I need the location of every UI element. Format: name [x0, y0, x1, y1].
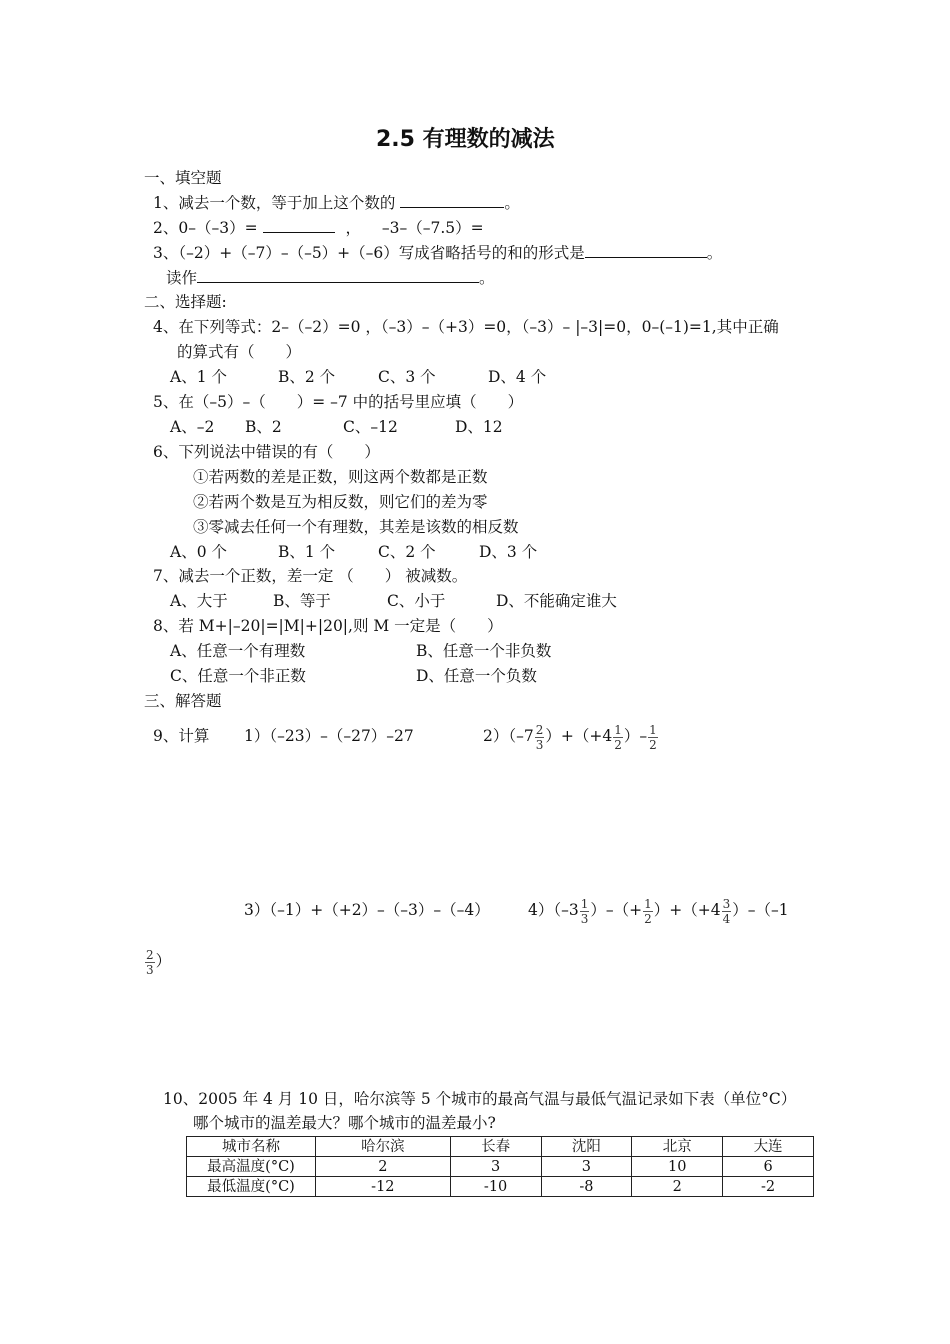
fraction — [145, 948, 155, 977]
question-2a: 2、0–（–3）= — [153, 219, 258, 237]
question-7-option-d[interactable]: D、不能确定谁大 — [496, 592, 617, 610]
question-5-option-a[interactable]: A、–2 — [170, 418, 215, 436]
table-cell: -8 — [541, 1177, 632, 1197]
denominator: 3 — [580, 911, 589, 926]
question-9-part-1: 1）（–23）–（–27）–27 — [244, 727, 414, 745]
question-7-option-b[interactable]: B、等于 — [273, 592, 331, 610]
numerator: 3 — [722, 896, 731, 911]
denominator: 2 — [614, 737, 622, 752]
table-cell: 3 — [450, 1157, 541, 1177]
fraction — [535, 723, 545, 752]
question-6: 6、下列说法中错误的有（ ） — [153, 443, 380, 461]
question-5-option-c[interactable]: C、–12 — [343, 418, 398, 436]
q9-4-seg-e: ） — [155, 952, 172, 970]
answer-blank-3a[interactable] — [585, 243, 707, 258]
question-3-end: 。 — [706, 244, 723, 262]
q9-2-seg-b: ）+（+4 — [545, 727, 613, 745]
question-8-option-a[interactable]: A、任意一个有理数 — [170, 642, 306, 660]
table-cell: 6 — [723, 1157, 814, 1177]
question-1-text: 1、减去一个数，等于加上这个数的 — [153, 194, 396, 212]
table-header-cell: 大连 — [723, 1137, 814, 1157]
section-answer: 三、解答题 — [144, 692, 222, 710]
question-6-statement-2: ②若两个数是互为相反数，则它们的差为零 — [193, 493, 488, 511]
table-header-cell: 沈阳 — [541, 1137, 632, 1157]
question-6-option-b[interactable]: B、1 个 — [278, 543, 336, 561]
table-row — [187, 1157, 814, 1177]
question-8-option-c[interactable]: C、任意一个非正数 — [170, 667, 306, 685]
fraction — [648, 723, 658, 752]
table-cell: -10 — [450, 1177, 541, 1197]
denominator: 2 — [644, 911, 652, 926]
question-9-label: 9、计算 — [153, 727, 210, 745]
question-9-part-3: 3）（–1）+（+2）–（–3）–（–4） — [244, 901, 490, 919]
answer-blank-2a[interactable] — [263, 218, 335, 233]
q9-2-seg-c: ）– — [623, 727, 648, 745]
question-6-statement-3: ③零减去任何一个有理数，其差是该数的相反数 — [193, 518, 519, 536]
table-cell: -2 — [723, 1177, 814, 1197]
question-9-part-4 — [528, 890, 789, 930]
question-7-option-c[interactable]: C、小于 — [387, 592, 446, 610]
question-4-option-d[interactable]: D、4 个 — [488, 368, 547, 386]
question-4-option-a[interactable]: A、1 个 — [170, 368, 227, 386]
question-9-part-4-wrap — [144, 941, 171, 981]
question-4-option-b[interactable]: B、2 个 — [278, 368, 336, 386]
table-cell: 2 — [632, 1177, 723, 1197]
question-4: 4、在下列等式：2–（–2）=0 ，（–3）–（+3）=0，（–3）– |–3|=0，0–(–1)=1,其中正确 — [153, 318, 779, 336]
answer-blank-1[interactable] — [400, 193, 504, 208]
question-9-part-2 — [483, 716, 659, 756]
numerator: 1 — [580, 896, 589, 911]
question-4-option-c[interactable]: C、3 个 — [378, 368, 436, 386]
table-cell: -12 — [316, 1177, 451, 1197]
q9-2-seg-a: 2）（–7 — [483, 727, 534, 745]
fraction — [722, 897, 732, 926]
table-cell: 2 — [316, 1157, 451, 1177]
question-2c: –3–（–7.5）= — [381, 219, 484, 237]
table-cell: 最低温度(°C) — [187, 1177, 316, 1197]
question-2-sep: ， — [345, 219, 361, 237]
section-fill-in: 一、填空题 — [144, 169, 222, 187]
table-header-cell: 北京 — [632, 1137, 723, 1157]
question-10-cont: 哪个城市的温差最大？哪个城市的温差最小? — [193, 1114, 496, 1132]
question-2 — [153, 218, 484, 238]
numerator: 2 — [146, 947, 154, 962]
temperature-table — [186, 1136, 814, 1197]
question-5-option-b[interactable]: B、2 — [245, 418, 282, 436]
q9-4-seg-b: ）–（+ — [590, 901, 643, 919]
table-cell: 最高温度(°C) — [187, 1157, 316, 1177]
denominator: 3 — [146, 962, 154, 977]
q9-4-seg-c: ）+（+4 — [653, 901, 721, 919]
numerator: 2 — [535, 722, 544, 737]
q9-4-seg-d: ）–（–1 — [732, 901, 789, 919]
fraction — [580, 897, 590, 926]
question-7: 7、减去一个正数，差一定 （ ） 被减数。 — [153, 567, 468, 585]
table-cell: 3 — [541, 1157, 632, 1177]
q9-4-seg-a: 4）（–3 — [528, 901, 579, 919]
denominator: 3 — [535, 737, 544, 752]
question-5-option-d[interactable]: D、12 — [455, 418, 503, 436]
question-3-read — [166, 268, 495, 288]
question-3 — [153, 243, 722, 263]
question-5: 5、在（–5）–（ ）= –7 中的括号里应填（ ） — [153, 393, 524, 411]
question-8-option-d[interactable]: D、任意一个负数 — [416, 667, 537, 685]
numerator: 1 — [644, 896, 652, 911]
table-row — [187, 1177, 814, 1197]
question-6-option-d[interactable]: D、3 个 — [479, 543, 538, 561]
question-6-option-c[interactable]: C、2 个 — [378, 543, 436, 561]
denominator: 4 — [722, 911, 731, 926]
numerator: 1 — [649, 722, 657, 737]
question-1-end: 。 — [504, 194, 520, 212]
page-title: 2.5 有理数的减法 — [376, 127, 555, 152]
question-8: 8、若 M+|–20|=|M|+|20|,则 M 一定是（ ） — [153, 617, 503, 635]
question-3-read-end: 。 — [479, 269, 495, 287]
question-1 — [153, 193, 520, 213]
table-header-cell: 长春 — [450, 1137, 541, 1157]
question-7-option-a[interactable]: A、大于 — [170, 592, 228, 610]
question-8-option-b[interactable]: B、任意一个非负数 — [416, 642, 552, 660]
question-6-option-a[interactable]: A、0 个 — [170, 543, 227, 561]
table-cell: 10 — [632, 1157, 723, 1177]
numerator: 1 — [614, 722, 622, 737]
question-3-text: 3、（–2）+（–7）–（–5）+（–6）写成省略括号的和的形式是 — [153, 244, 585, 262]
table-header-cell: 城市名称 — [187, 1137, 316, 1157]
question-6-statement-1: ①若两数的差是正数，则这两个数都是正数 — [193, 468, 488, 486]
table-header-cell: 哈尔滨 — [316, 1137, 451, 1157]
question-4-cont: 的算式有（ ） — [177, 343, 302, 361]
table-header-row — [187, 1137, 814, 1157]
question-10: 10、2005 年 4 月 10 日，哈尔滨等 5 个城市的最高气温与最低气温记录如下表（单位°C） — [163, 1090, 797, 1108]
section-choice: 二、选择题: — [144, 293, 227, 311]
fraction — [613, 723, 623, 752]
denominator: 2 — [649, 737, 657, 752]
answer-blank-3b[interactable] — [197, 268, 479, 283]
question-3-read-label: 读作 — [166, 269, 198, 287]
fraction — [643, 897, 653, 926]
